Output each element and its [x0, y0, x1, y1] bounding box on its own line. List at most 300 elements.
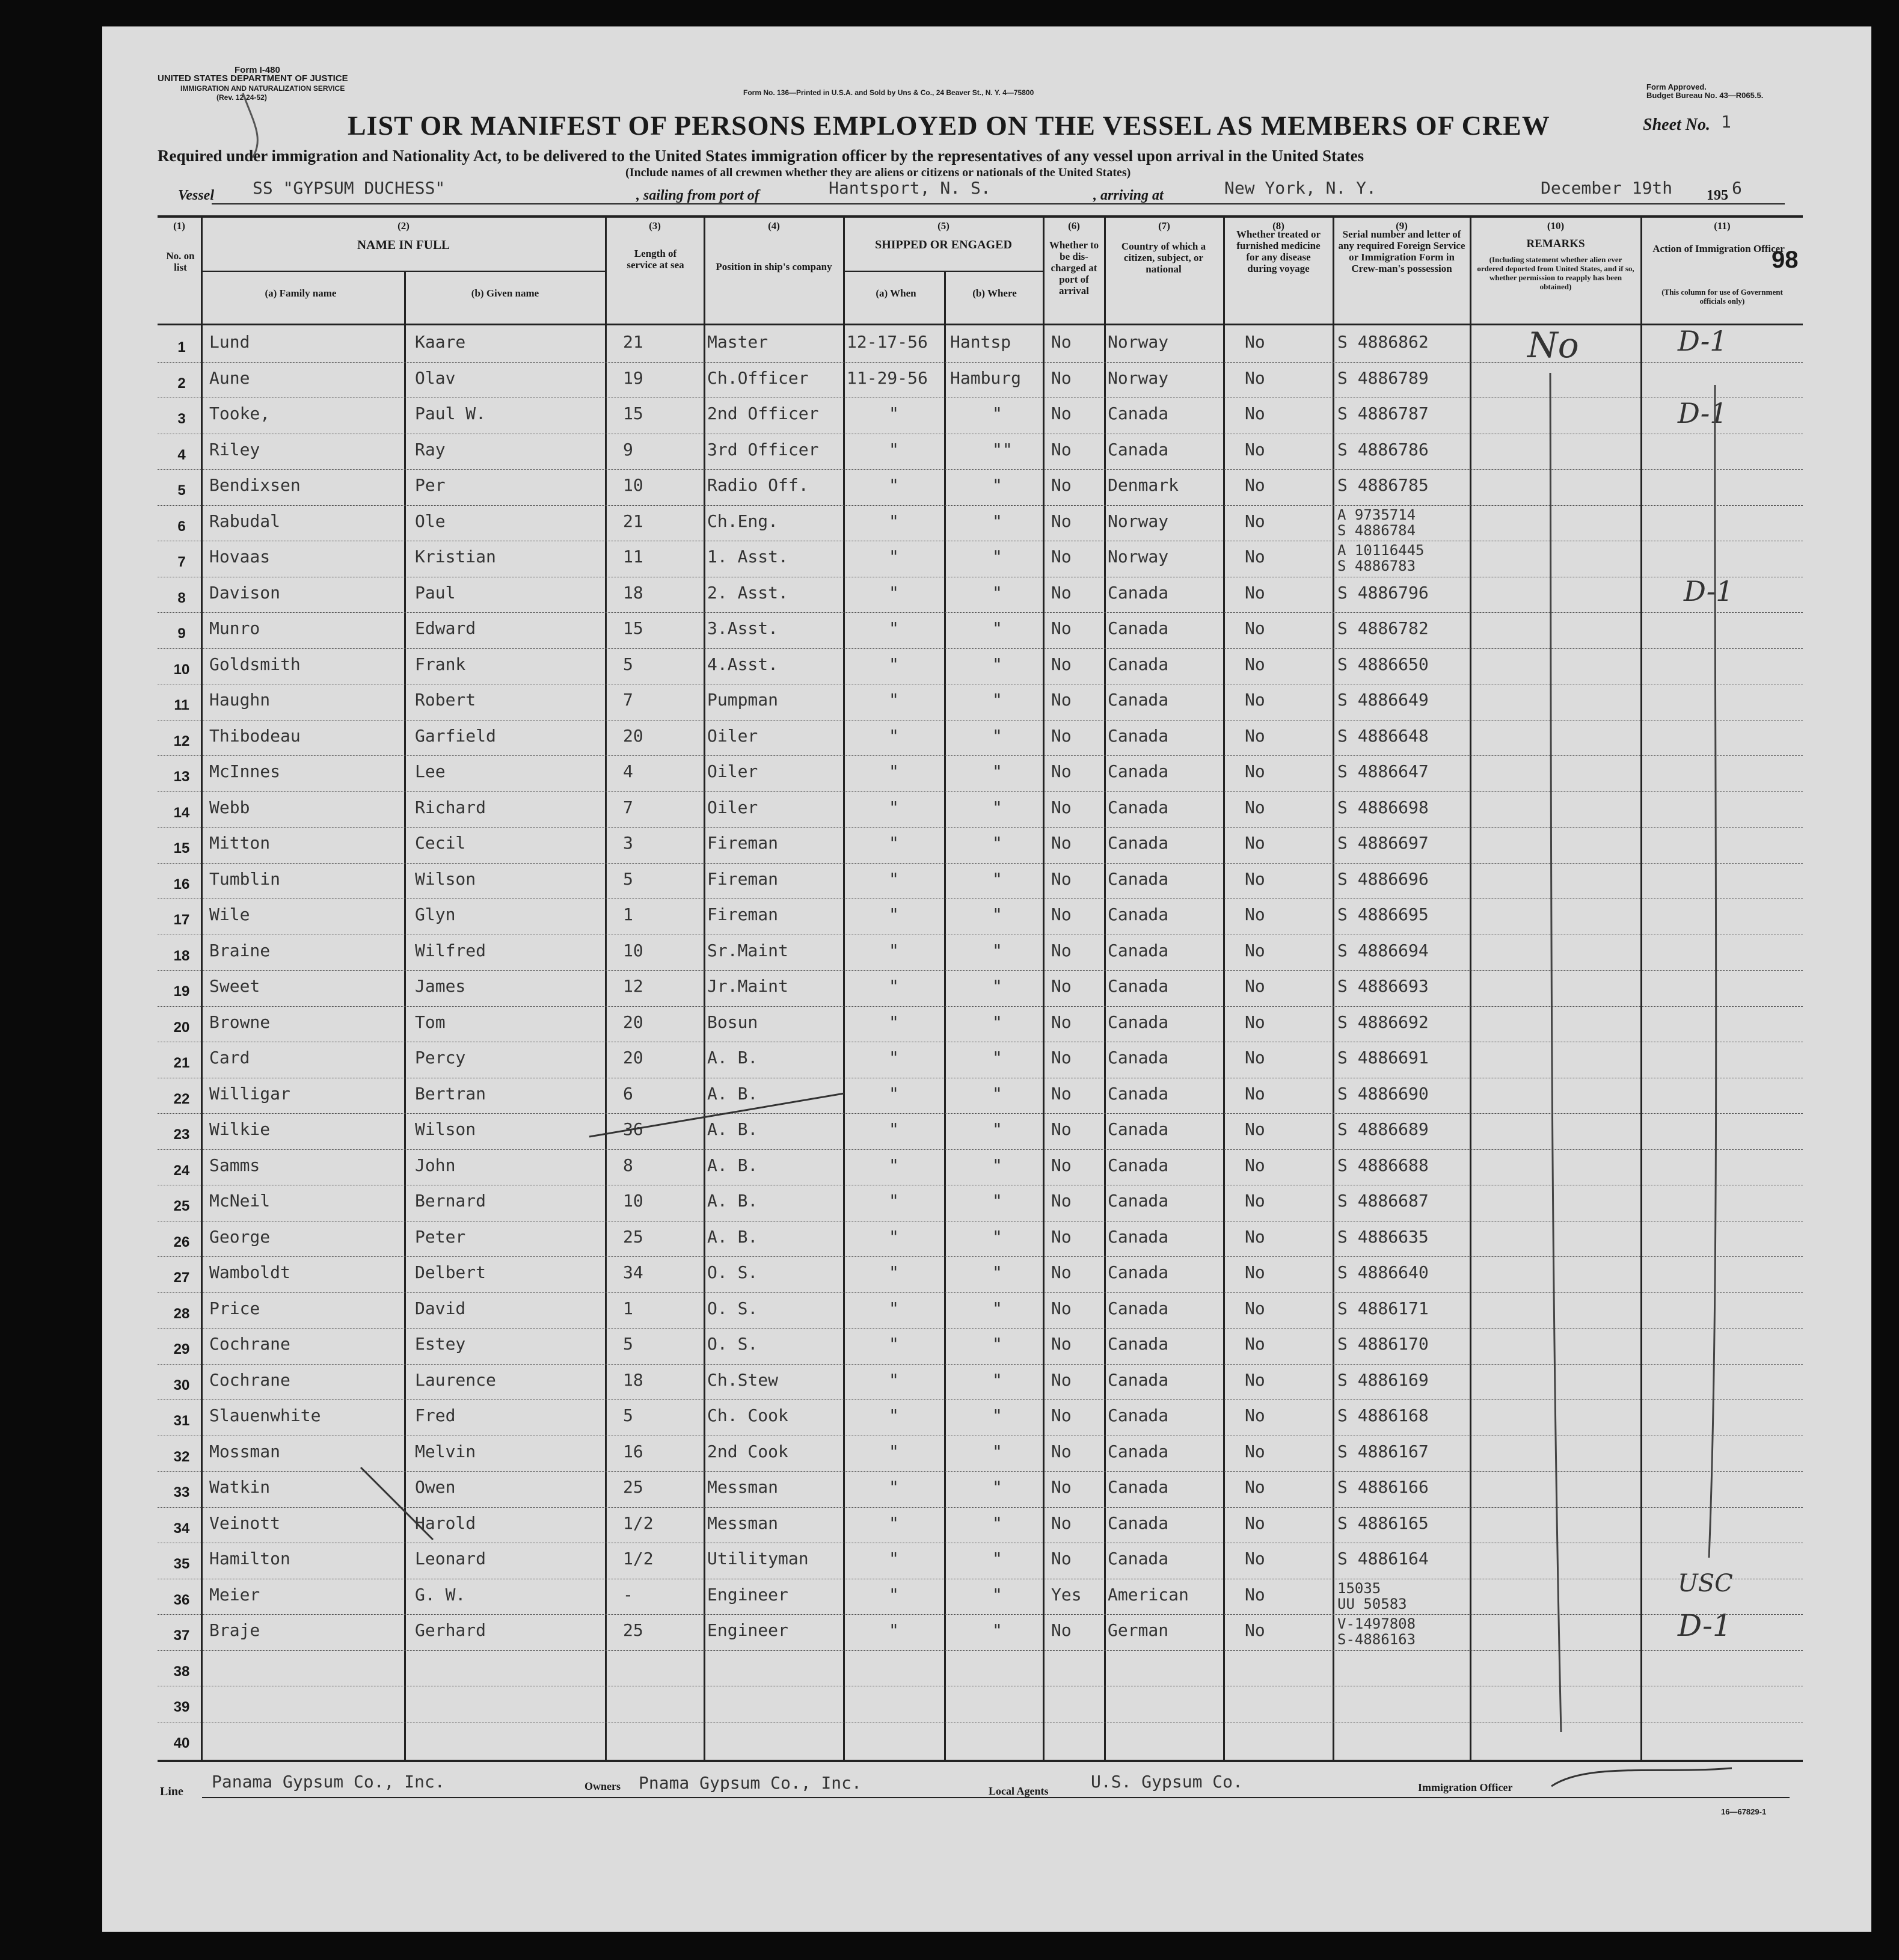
cell-given: Laurence: [415, 1369, 496, 1390]
remarks-ditto-line: [1550, 373, 1561, 1732]
cell-serial: 15035: [1337, 1579, 1381, 1597]
cell-service: 34: [623, 1262, 643, 1282]
cell-country: Canada: [1108, 1262, 1169, 1282]
cell-serial: S 4886635: [1337, 1226, 1429, 1247]
cell-treated: No: [1245, 1155, 1265, 1175]
cell-discharged: No: [1051, 367, 1072, 388]
cell-serial: S 4886688: [1337, 1155, 1429, 1175]
cell-service: 8: [623, 1155, 633, 1175]
col5-header: SHIPPED OR ENGAGED: [875, 238, 1012, 251]
cell-given: Tom: [415, 1012, 446, 1032]
arriving-label: , arriving at: [1093, 188, 1164, 203]
cell-where: Hantsp: [950, 332, 1011, 352]
cell-discharged: No: [1051, 618, 1072, 638]
col9-number: (9): [1396, 220, 1408, 232]
year-digit: 6: [1732, 178, 1742, 198]
cell-service: 5: [623, 654, 633, 674]
cell-country: Denmark: [1108, 475, 1179, 495]
cell-discharged: No: [1051, 976, 1072, 996]
cell-given: James: [415, 976, 466, 996]
cell-serial: S 4886171: [1337, 1298, 1429, 1318]
remarks-handwritten-no: No: [1527, 325, 1579, 366]
cell-serial-second: S 4886783: [1337, 558, 1416, 574]
cell-treated: No: [1245, 797, 1265, 817]
cell-service: 36: [623, 1119, 643, 1139]
cell-where: ": [992, 1226, 1002, 1247]
cell-discharged: No: [1051, 905, 1072, 924]
cell-where: ": [992, 1405, 1002, 1425]
printer-note: Form No. 136—Printed in U.S.A. and Sold by Uns & Co., 24 Beaver St., N. Y. 4—75800: [743, 88, 1034, 97]
cell-given: John: [415, 1155, 456, 1175]
row-number: 6: [177, 518, 186, 535]
row-number: 8: [177, 589, 186, 606]
col4-number: (4): [768, 220, 780, 232]
cell-given: Gerhard: [415, 1620, 486, 1640]
cell-when: ": [889, 1549, 899, 1568]
cell-family: Bendixsen: [209, 475, 301, 495]
cell-family: Veinott: [209, 1513, 281, 1533]
cell-when: ": [889, 905, 899, 924]
cell-when: ": [889, 1048, 899, 1068]
cell-where: ": [992, 1477, 1002, 1497]
cell-when: ": [889, 725, 899, 746]
cell-given: Melvin: [415, 1441, 476, 1461]
cell-discharged: No: [1051, 1083, 1072, 1104]
cell-treated: No: [1245, 1405, 1265, 1425]
cell-serial: S 4886166: [1337, 1477, 1429, 1497]
cell-country: Canada: [1108, 1369, 1169, 1390]
cell-treated: No: [1245, 1441, 1265, 1461]
cell-position: 3rd Officer: [707, 439, 819, 459]
vessel-name: SS "GYPSUM DUCHESS": [253, 178, 446, 198]
sheet-label: Sheet No.: [1643, 115, 1710, 134]
cell-where: ": [992, 1155, 1002, 1175]
cell-given: Ole: [415, 511, 446, 531]
cell-service: 20: [623, 1048, 643, 1068]
cell-discharged: No: [1051, 1369, 1072, 1390]
cell-given: Lee: [415, 761, 446, 781]
cell-where: ": [992, 618, 1002, 638]
cell-discharged: No: [1051, 1620, 1072, 1640]
cell-country: Canada: [1108, 1048, 1169, 1068]
cell-position: A. B.: [707, 1119, 758, 1139]
cell-country: Canada: [1108, 905, 1169, 924]
cell-service: 15: [623, 618, 643, 638]
cell-family: Watkin: [209, 1477, 271, 1497]
row-number: 37: [173, 1627, 190, 1644]
cell-given: Per: [415, 475, 446, 495]
row-number: 26: [173, 1233, 190, 1250]
cell-discharged: No: [1051, 475, 1072, 495]
cell-given: Glyn: [415, 905, 456, 924]
cell-when: ": [889, 1226, 899, 1247]
cell-service: 21: [623, 511, 643, 531]
cell-family: Haughn: [209, 690, 271, 710]
cell-treated: No: [1245, 1191, 1265, 1211]
cell-when: ": [889, 1405, 899, 1425]
cell-where: ": [992, 1083, 1002, 1104]
col10-number: (10): [1547, 220, 1565, 232]
cell-discharged: No: [1051, 1298, 1072, 1318]
cell-treated: No: [1245, 976, 1265, 996]
sheet-number: 1: [1721, 112, 1731, 132]
cell-family: Cochrane: [209, 1369, 290, 1390]
row-number: 33: [173, 1484, 190, 1501]
cell-given: Percy: [415, 1048, 466, 1068]
cell-serial: S 4886647: [1337, 761, 1429, 781]
cell-discharged: Yes: [1051, 1584, 1082, 1605]
cell-position: Engineer: [707, 1620, 788, 1640]
col5b-header: (b) Where: [972, 287, 1017, 299]
cell-given: Bertran: [415, 1083, 486, 1104]
cell-discharged: No: [1051, 547, 1072, 567]
cell-service: 11: [623, 547, 643, 567]
cell-discharged: No: [1051, 511, 1072, 531]
cell-where: ": [992, 833, 1002, 853]
cell-family: Lund: [209, 332, 250, 352]
cell-country: Canada: [1108, 1119, 1169, 1139]
cell-service: 1/2: [623, 1549, 654, 1568]
cell-service: 10: [623, 1191, 643, 1211]
agents-value: U.S. Gypsum Co.: [1091, 1772, 1243, 1792]
cell-given: Garfield: [415, 725, 496, 746]
row-number: 15: [173, 840, 190, 856]
cell-discharged: No: [1051, 690, 1072, 710]
cell-serial: A 9735714: [1337, 506, 1416, 523]
cell-serial: S 4886695: [1337, 905, 1429, 924]
agents-label: Local Agents: [989, 1785, 1049, 1797]
cell-given: Paul: [415, 582, 456, 603]
cell-position: Fireman: [707, 905, 779, 924]
cell-given: Harold: [415, 1513, 476, 1533]
col6-number: (6): [1068, 220, 1080, 232]
cell-when: 11-29-56: [847, 367, 928, 388]
row-number: 36: [173, 1591, 190, 1608]
cell-country: Canada: [1108, 868, 1169, 889]
col3-header: Length of service at sea: [627, 248, 684, 271]
cell-country: Canada: [1108, 1155, 1169, 1175]
cell-where: ": [992, 404, 1002, 423]
cell-where: ": [992, 1334, 1002, 1354]
form-approved: Form Approved.: [1646, 82, 1707, 91]
cell-where: ": [992, 1012, 1002, 1032]
row-number: 13: [173, 769, 190, 785]
budget-bureau: Budget Bureau No. 43—R065.5.: [1646, 91, 1764, 100]
cell-when: ": [889, 475, 899, 495]
cell-when: ": [889, 1477, 899, 1497]
cell-country: Canada: [1108, 1513, 1169, 1533]
row-number: 21: [173, 1055, 190, 1071]
cell-when: ": [889, 690, 899, 710]
col8-header: Whether treated or furnished medicine for any disease during voyage: [1236, 229, 1321, 274]
cell-position: A. B.: [707, 1155, 758, 1175]
cell-when: ": [889, 940, 899, 960]
cell-position: Oiler: [707, 725, 758, 746]
cell-country: Canada: [1108, 654, 1169, 674]
page-title: LIST OR MANIFEST OF PERSONS EMPLOYED ON THE VESSEL AS MEMBERS OF CREW: [348, 110, 1550, 141]
cell-country: Canada: [1108, 940, 1169, 960]
cell-treated: No: [1245, 868, 1265, 889]
cell-given: Olav: [415, 367, 456, 388]
line-value: Panama Gypsum Co., Inc.: [212, 1772, 445, 1792]
cell-service: 18: [623, 1369, 643, 1390]
cell-given: Edward: [415, 618, 476, 638]
cell-serial: V-1497808: [1337, 1615, 1416, 1632]
cell-treated: No: [1245, 833, 1265, 853]
line-label: Line: [160, 1785, 183, 1798]
cell-where: ": [992, 654, 1002, 674]
cell-when: ": [889, 1191, 899, 1211]
col4-header: Position in ship's company: [716, 261, 832, 272]
cell-position: O. S.: [707, 1334, 758, 1354]
cell-country: Canada: [1108, 1477, 1169, 1497]
cell-family: Samms: [209, 1155, 260, 1175]
cell-when: ": [889, 618, 899, 638]
cell-position: Messman: [707, 1477, 779, 1497]
cell-family: Davison: [209, 582, 281, 603]
cell-family: Riley: [209, 439, 260, 459]
cell-treated: No: [1245, 690, 1265, 710]
cell-position: A. B.: [707, 1048, 758, 1068]
cell-where: ": [992, 690, 1002, 710]
cell-family: Rabudal: [209, 511, 281, 531]
cell-when: ": [889, 404, 899, 423]
cell-service: 19: [623, 367, 643, 388]
cell-discharged: No: [1051, 1191, 1072, 1211]
cell-when: ": [889, 654, 899, 674]
row-number: 9: [177, 625, 186, 642]
cell-service: 21: [623, 332, 643, 352]
cell-position: O. S.: [707, 1298, 758, 1318]
cell-when: ": [889, 439, 899, 459]
row-number: 31: [173, 1413, 190, 1429]
cell-discharged: No: [1051, 1155, 1072, 1175]
cell-serial: S 4886689: [1337, 1119, 1429, 1139]
cell-position: Radio Off.: [707, 475, 809, 495]
cell-position: 3.Asst.: [707, 618, 779, 638]
cell-country: Canada: [1108, 1191, 1169, 1211]
col2-number: (2): [397, 220, 410, 232]
cell-treated: No: [1245, 1262, 1265, 1282]
cell-family: Browne: [209, 1012, 271, 1032]
footer-code: 16—67829-1: [1721, 1807, 1767, 1816]
cell-where: ": [992, 797, 1002, 817]
cell-position: Engineer: [707, 1584, 788, 1605]
strike-mark: [361, 1467, 433, 1540]
cell-when: ": [889, 761, 899, 781]
cell-discharged: No: [1051, 404, 1072, 423]
cell-position: Ch.Eng.: [707, 511, 779, 531]
cell-when: ": [889, 1334, 899, 1354]
cell-treated: No: [1245, 1477, 1265, 1497]
arrival-port: New York, N. Y.: [1224, 178, 1376, 198]
cell-given: Leonard: [415, 1549, 486, 1568]
cell-when: ": [889, 1369, 899, 1390]
cell-discharged: No: [1051, 1048, 1072, 1068]
cell-service: 5: [623, 1334, 633, 1354]
service: IMMIGRATION AND NATURALIZATION SERVICE: [180, 84, 345, 93]
cell-where: ": [992, 868, 1002, 889]
cell-when: ": [889, 797, 899, 817]
cell-where: ": [992, 1620, 1002, 1640]
col11-header: Action of Immigration Officer: [1652, 243, 1785, 254]
cell-when: ": [889, 511, 899, 531]
cell-service: -: [623, 1584, 633, 1605]
cell-where: ": [992, 1584, 1002, 1605]
cell-treated: No: [1245, 725, 1265, 746]
cell-when: ": [889, 1262, 899, 1282]
cell-given: Delbert: [415, 1262, 486, 1282]
cell-position: A. B.: [707, 1191, 758, 1211]
cell-discharged: No: [1051, 1405, 1072, 1425]
cell-service: 25: [623, 1620, 643, 1640]
cell-when: ": [889, 1513, 899, 1533]
cell-serial-second: S 4886784: [1337, 521, 1416, 539]
cell-service: 6: [623, 1083, 633, 1104]
cell-service: 25: [623, 1226, 643, 1247]
action-mark-row3: D-1: [1678, 397, 1728, 429]
cell-given: Wilfred: [415, 940, 486, 960]
cell-when: ": [889, 1584, 899, 1605]
row-number: 27: [173, 1270, 190, 1286]
cell-position: 4.Asst.: [707, 654, 779, 674]
cell-treated: No: [1245, 547, 1265, 567]
cell-where: ": [992, 940, 1002, 960]
cell-service: 5: [623, 1405, 633, 1425]
col8-number: (8): [1272, 220, 1284, 232]
vessel-label: Vessel: [178, 188, 214, 203]
cell-when: ": [889, 868, 899, 889]
cell-treated: No: [1245, 1513, 1265, 1533]
cell-position: Messman: [707, 1513, 779, 1533]
cell-discharged: No: [1051, 654, 1072, 674]
cell-treated: No: [1245, 654, 1265, 674]
cell-country: Canada: [1108, 1083, 1169, 1104]
cell-country: Canada: [1108, 1405, 1169, 1425]
col9-header: Serial number and letter of any required Foreign Service or Immigration Form in Crew-man's possession: [1338, 229, 1465, 274]
page-stamp-number: 98: [1772, 247, 1799, 273]
action-mark-row36: USC: [1678, 1570, 1733, 1597]
cell-service: 7: [623, 690, 633, 710]
row-number: 12: [173, 733, 190, 749]
cell-family: McNeil: [209, 1191, 271, 1211]
cell-serial: S 4886169: [1337, 1369, 1429, 1390]
cell-where: ": [992, 475, 1002, 495]
cell-service: 10: [623, 940, 643, 960]
cell-service: 12: [623, 976, 643, 996]
col5a-header: (a) When: [876, 287, 916, 299]
cell-position: Oiler: [707, 761, 758, 781]
cell-treated: No: [1245, 940, 1265, 960]
cell-family: Wile: [209, 905, 250, 924]
row-number: 35: [173, 1556, 190, 1572]
cell-treated: No: [1245, 1048, 1265, 1068]
cell-given: Ray: [415, 439, 446, 459]
row-number: 3: [177, 411, 186, 427]
col3-number: (3): [649, 220, 661, 232]
row-number: 29: [173, 1341, 190, 1357]
cell-family: George: [209, 1226, 271, 1247]
cell-discharged: No: [1051, 1119, 1072, 1139]
row-number: 7: [177, 554, 186, 570]
cell-given: Paul W.: [415, 404, 486, 423]
action-mark-row1: D-1: [1678, 325, 1728, 357]
row-number: 34: [173, 1520, 190, 1537]
cell-service: 9: [623, 439, 633, 459]
col6-header: Whether to be dis-charged at port of arrival: [1049, 239, 1099, 296]
cell-family: Mitton: [209, 833, 271, 853]
row-number: 25: [173, 1198, 190, 1214]
cell-country: American: [1108, 1584, 1189, 1605]
cell-service: 18: [623, 582, 643, 603]
cell-discharged: No: [1051, 1477, 1072, 1497]
cell-given: Owen: [415, 1477, 456, 1497]
cell-service: 4: [623, 761, 633, 781]
cell-where: ": [992, 1119, 1002, 1139]
cell-discharged: No: [1051, 1441, 1072, 1461]
row-number: 11: [174, 697, 189, 713]
owners-label: Owners: [584, 1780, 621, 1792]
cell-country: Canada: [1108, 797, 1169, 817]
cell-family: Braje: [209, 1620, 260, 1640]
cell-family: Wamboldt: [209, 1262, 290, 1282]
cell-treated: No: [1245, 1119, 1265, 1139]
cell-serial: S 4886789: [1337, 367, 1429, 388]
cell-country: Canada: [1108, 690, 1169, 710]
cell-treated: No: [1245, 1298, 1265, 1318]
col7-header: Country of which a citizen, subject, or national: [1121, 241, 1206, 275]
cell-given: Kristian: [415, 547, 496, 567]
row-number: 4: [177, 446, 186, 463]
cell-serial: S 4886786: [1337, 439, 1429, 459]
col11-number: (11): [1714, 220, 1731, 232]
row-number: 24: [173, 1162, 190, 1179]
year-prefix: 195: [1707, 188, 1728, 203]
action-ditto-line: [1709, 385, 1716, 1558]
strike-mark: [589, 1093, 844, 1137]
cell-when: ": [889, 1083, 899, 1104]
cell-country: Canada: [1108, 1012, 1169, 1032]
revision: (Rev. 12-24-52): [216, 93, 267, 102]
cell-serial: S 4886693: [1337, 976, 1429, 996]
cell-treated: No: [1245, 332, 1265, 352]
cell-where: ": [992, 725, 1002, 746]
cell-where: ": [992, 1513, 1002, 1533]
cell-given: David: [415, 1298, 466, 1318]
cell-country: Norway: [1108, 511, 1169, 531]
action-mark-row37: D-1: [1678, 1608, 1732, 1643]
cell-given: Bernard: [415, 1191, 486, 1211]
margin-mark: [243, 93, 257, 158]
departure-port: Hantsport, N. S.: [829, 178, 991, 198]
cell-given: Wilson: [415, 868, 476, 889]
cell-position: 2nd Cook: [707, 1441, 788, 1461]
cell-position: Utilityman: [707, 1549, 809, 1568]
cell-serial: S 4886687: [1337, 1191, 1429, 1211]
cell-serial: S 4886649: [1337, 690, 1429, 710]
cell-when: ": [889, 582, 899, 603]
row-number: 22: [173, 1090, 190, 1107]
cell-position: Ch.Stew: [707, 1369, 779, 1390]
cell-position: A. B.: [707, 1226, 758, 1247]
cell-serial: S 4886170: [1337, 1334, 1429, 1354]
col7-number: (7): [1158, 220, 1170, 232]
cell-country: Canada: [1108, 1334, 1169, 1354]
cell-position: Oiler: [707, 797, 758, 817]
row-number: 5: [177, 482, 186, 499]
col11-note: (This column for use of Government officials only): [1661, 287, 1783, 306]
cell-discharged: No: [1051, 1226, 1072, 1247]
